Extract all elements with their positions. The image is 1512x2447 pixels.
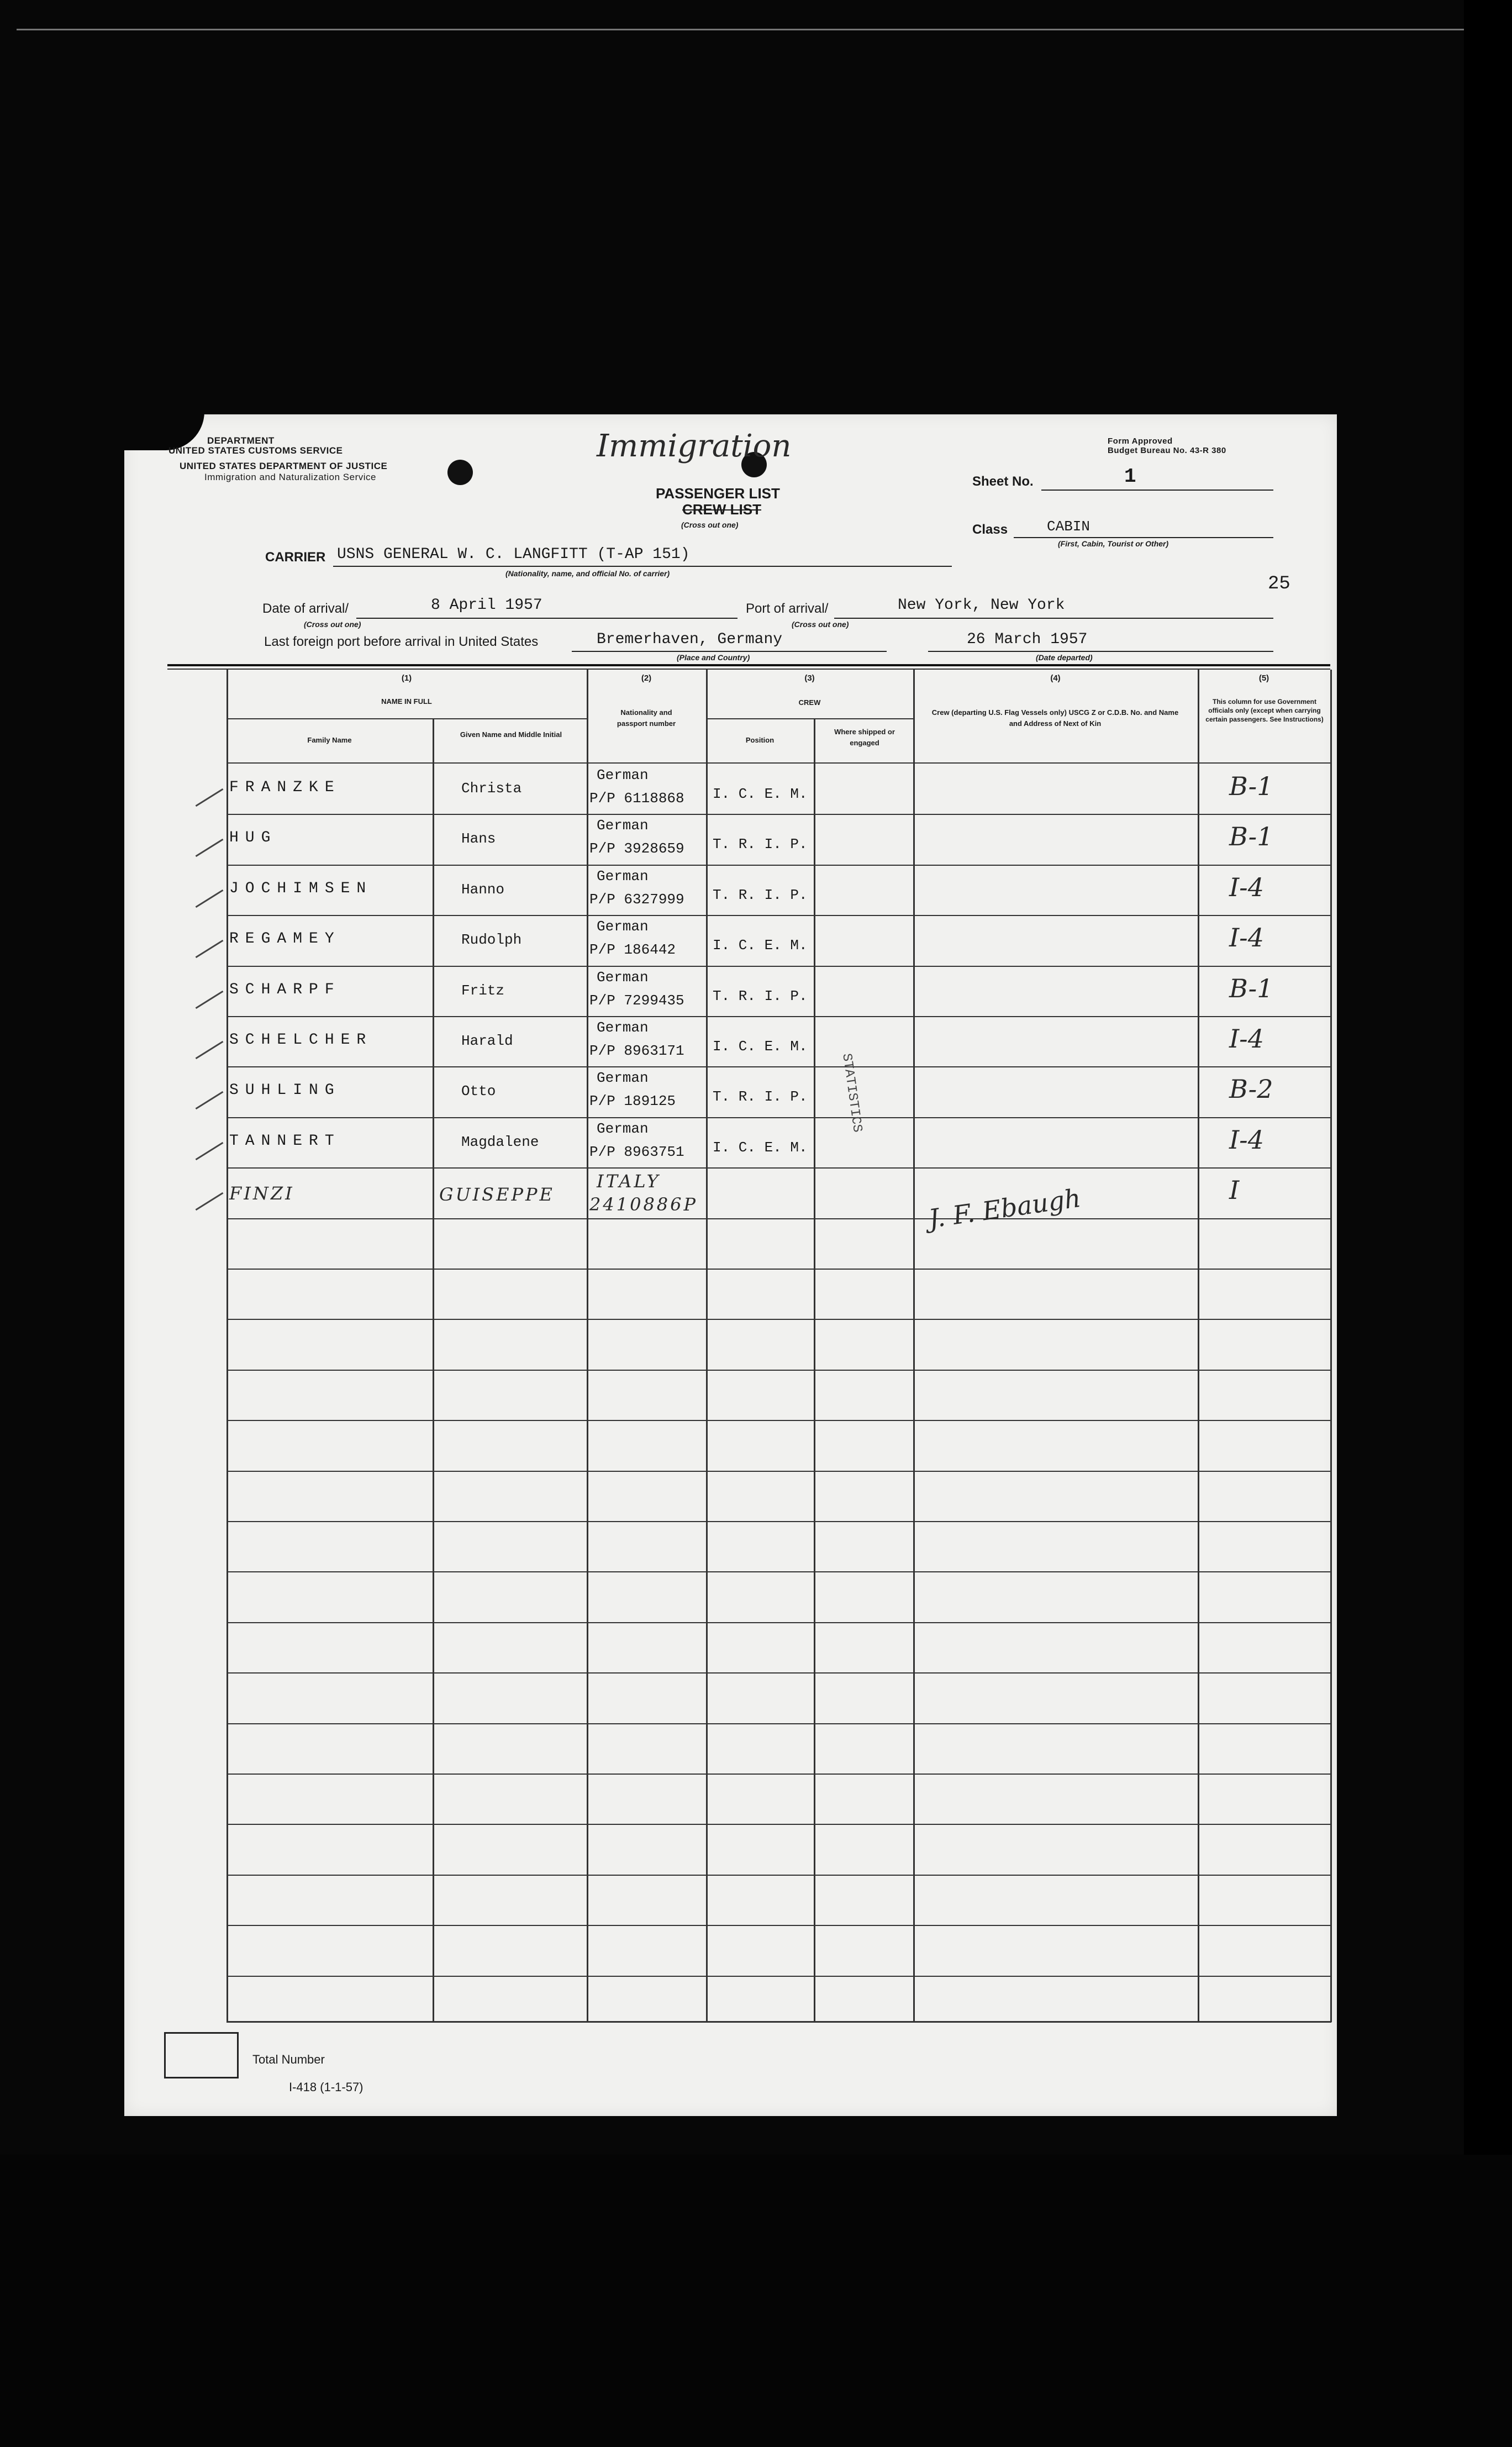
class-underline xyxy=(1014,537,1273,538)
row-line xyxy=(226,1824,1330,1825)
total-number-label: Total Number xyxy=(252,2053,325,2066)
row-line xyxy=(226,915,1330,916)
col1a-title: Family Name xyxy=(307,736,352,744)
col4-title: Crew (departing U.S. Flag Vessels only) USCG Z or C.D.B. No. and Name and Address of Next of Kin xyxy=(931,708,1179,728)
row-line xyxy=(226,1319,1330,1320)
place-country-note: (Place and Country) xyxy=(677,653,750,662)
dept-line-2: UNITED STATES CUSTOMS SERVICE xyxy=(168,445,343,456)
passport-number: 2410886P xyxy=(589,1194,698,1215)
nationality: German xyxy=(597,1070,649,1086)
cross-out-note-2: (Cross out one) xyxy=(304,620,361,629)
row-line xyxy=(226,1672,1330,1674)
header-sub-line xyxy=(226,718,587,719)
family-name: TANNERT xyxy=(229,1133,341,1150)
col1b-title: Given Name and Middle Initial xyxy=(460,730,562,739)
crew-position: T. R. I. P. xyxy=(713,1088,808,1105)
dept-line-4: Immigration and Naturalization Service xyxy=(204,472,376,482)
nationality: German xyxy=(597,817,649,834)
col3-title: CREW xyxy=(798,698,821,707)
passport-number: P/P 7299435 xyxy=(589,992,684,1009)
col3b-title: Where shipped or engaged xyxy=(834,728,895,747)
row-line xyxy=(226,1925,1330,1926)
film-edge-line xyxy=(17,29,1486,30)
sheet-value: 1 xyxy=(1124,465,1136,488)
col1-title: NAME IN FULL xyxy=(381,697,432,706)
nationality: German xyxy=(597,918,649,935)
check-mark-icon xyxy=(196,1142,224,1160)
passport-number: P/P 6327999 xyxy=(589,891,684,908)
class-label: Class xyxy=(972,522,1008,537)
row-line xyxy=(226,1167,1330,1169)
form-approved: Form Approved xyxy=(1108,436,1173,446)
row-line xyxy=(226,1622,1330,1623)
passport-number: P/P 3928659 xyxy=(589,840,684,857)
check-mark-icon xyxy=(196,1041,224,1059)
col-line xyxy=(587,670,588,2022)
nationality: ITALY xyxy=(597,1171,661,1192)
check-mark-icon xyxy=(196,788,224,807)
row-line xyxy=(226,1269,1330,1270)
col-line xyxy=(913,670,915,2022)
row-line xyxy=(226,1420,1330,1421)
nationality: German xyxy=(597,1120,649,1137)
row-line xyxy=(226,1571,1330,1572)
crew-position: I. C. E. M. xyxy=(713,786,808,802)
row-line xyxy=(226,1218,1330,1219)
page-number: 25 xyxy=(1268,573,1290,594)
row-line xyxy=(226,814,1330,815)
col1-number: (1) xyxy=(401,673,412,683)
torn-corner xyxy=(122,412,204,450)
given-name: Rudolph xyxy=(461,932,522,948)
row-line xyxy=(226,1976,1330,1977)
last-port-label: Last foreign port before arrival in United States xyxy=(264,634,539,649)
list-title-passenger: PASSENGER LIST xyxy=(656,485,780,502)
class-value: CABIN xyxy=(1047,518,1090,535)
official-code: B-1 xyxy=(1229,973,1273,1003)
sheet-underline xyxy=(1041,490,1273,491)
given-name: Hans xyxy=(461,830,496,847)
official-code: I-4 xyxy=(1229,1125,1264,1155)
col3-number: (3) xyxy=(804,673,815,683)
nationality: German xyxy=(597,969,649,986)
passport-number: P/P 189125 xyxy=(589,1093,676,1109)
punch-hole xyxy=(447,460,473,485)
row-line xyxy=(226,1117,1330,1118)
family-name: SCHARPF xyxy=(229,981,341,998)
given-name: Otto xyxy=(461,1083,496,1099)
passenger-list-form xyxy=(124,414,1337,2116)
crew-position: T. R. I. P. xyxy=(713,988,808,1004)
nationality: German xyxy=(597,1019,649,1036)
official-code: B-1 xyxy=(1229,822,1273,851)
carrier-note: (Nationality, name, and official No. of carrier) xyxy=(505,569,670,578)
col4-number: (4) xyxy=(1050,673,1061,683)
last-port-value: Bremerhaven, Germany xyxy=(597,631,783,648)
carrier-underline xyxy=(333,566,952,567)
col2-title: Nationality and passport number xyxy=(617,708,676,728)
row-line xyxy=(226,1016,1330,1017)
given-name: Harald xyxy=(461,1033,513,1049)
col-line xyxy=(706,670,708,2022)
passport-number: P/P 6118868 xyxy=(589,790,684,807)
port-arrival-underline xyxy=(834,618,1273,619)
given-name: Fritz xyxy=(461,982,505,999)
col5-title: This column for use Government officials only (except when carrying certain passengers. See Instructions) xyxy=(1205,698,1324,723)
col5-number: (5) xyxy=(1258,673,1269,683)
table-top-rule-2 xyxy=(167,669,1330,670)
row-line xyxy=(226,1723,1330,1724)
given-name: Christa xyxy=(461,780,522,797)
dept-line-1: DEPARTMENT xyxy=(207,435,275,446)
crew-position: I. C. E. M. xyxy=(713,1139,808,1156)
row-line xyxy=(226,1521,1330,1522)
budget-bureau: Budget Bureau No. 43-R 380 xyxy=(1108,446,1226,455)
row-line xyxy=(226,1471,1330,1472)
date-departed-underline xyxy=(928,651,1273,652)
row-line xyxy=(226,865,1330,866)
check-mark-icon xyxy=(196,991,224,1009)
cross-out-note-3: (Cross out one) xyxy=(792,620,849,629)
header-sub-line xyxy=(706,718,913,719)
row-line xyxy=(226,1774,1330,1775)
row-line xyxy=(226,1370,1330,1371)
official-code: I-4 xyxy=(1229,923,1264,953)
row-line xyxy=(226,1066,1330,1067)
crew-position: I. C. E. M. xyxy=(713,937,808,954)
date-arrival-underline xyxy=(356,618,737,619)
date-arrival-value: 8 April 1957 xyxy=(431,597,542,614)
date-departed-note: (Date departed) xyxy=(1036,653,1093,662)
list-title-crew: CREW LIST xyxy=(682,501,761,518)
film-border-bottom xyxy=(0,2155,1512,2447)
col2-number: (2) xyxy=(641,673,652,683)
official-code: I xyxy=(1229,1175,1240,1205)
dept-line-3: UNITED STATES DEPARTMENT OF JUSTICE xyxy=(180,461,388,471)
family-name: REGAMEY xyxy=(229,930,341,948)
date-departed-value: 26 March 1957 xyxy=(967,631,1088,648)
port-arrival-label: Port of arrival/ xyxy=(746,601,829,616)
total-number-box xyxy=(164,2032,239,2078)
check-mark-icon xyxy=(196,1192,224,1211)
given-name: GUISEPPE xyxy=(439,1184,555,1205)
port-arrival-value: New York, New York xyxy=(898,597,1065,614)
row-line xyxy=(226,966,1330,967)
film-border xyxy=(1464,0,1512,2447)
form-number: I-418 (1-1-57) xyxy=(289,2080,363,2094)
crew-position: T. R. I. P. xyxy=(713,887,808,903)
family-name: SUHLING xyxy=(229,1082,341,1099)
table-bottom-line xyxy=(226,2021,1331,2023)
sheet-label: Sheet No. xyxy=(972,474,1034,489)
check-mark-icon xyxy=(196,890,224,908)
row-line xyxy=(226,1875,1330,1876)
family-name: SCHELCHER xyxy=(229,1032,373,1049)
official-code: B-2 xyxy=(1229,1074,1273,1104)
date-arrival-label: Date of arrival/ xyxy=(262,601,349,616)
check-mark-icon xyxy=(196,940,224,958)
table-top-rule xyxy=(167,664,1330,666)
header-bottom-line xyxy=(226,762,1330,764)
given-name: Magdalene xyxy=(461,1134,539,1150)
official-code: I-4 xyxy=(1229,1024,1264,1054)
class-note: (First, Cabin, Tourist or Other) xyxy=(1058,539,1169,548)
check-mark-icon xyxy=(196,839,224,857)
statistics-stamp: STATISTICS xyxy=(839,1053,865,1134)
nationality: German xyxy=(597,868,649,885)
handwritten-note: Immigration xyxy=(597,428,792,464)
check-mark-icon xyxy=(196,1091,224,1109)
official-code: B-1 xyxy=(1229,771,1273,801)
carrier-value: USNS GENERAL W. C. LANGFITT (T-AP 151) xyxy=(337,546,690,563)
col-line xyxy=(226,670,228,2022)
col-line xyxy=(1330,670,1332,2022)
col3a-title: Position xyxy=(745,736,775,744)
family-name: HUG xyxy=(229,829,277,846)
passport-number: P/P 186442 xyxy=(589,941,676,958)
signature: J. F. Ebaugh xyxy=(926,1182,1083,1234)
cross-out-note: (Cross out one) xyxy=(681,520,739,529)
official-code: I-4 xyxy=(1229,872,1264,902)
family-name: FRANZKE xyxy=(229,779,341,796)
col-line xyxy=(1198,670,1199,2022)
given-name: Hanno xyxy=(461,881,505,898)
crew-position: I. C. E. M. xyxy=(713,1038,808,1055)
family-name: JOCHIMSEN xyxy=(229,880,373,897)
family-name: FINZI xyxy=(229,1183,294,1204)
last-port-underline xyxy=(572,651,887,652)
carrier-label: CARRIER xyxy=(265,550,326,565)
passport-number: P/P 8963751 xyxy=(589,1144,684,1160)
passport-number: P/P 8963171 xyxy=(589,1043,684,1059)
nationality: German xyxy=(597,767,649,783)
crew-position: T. R. I. P. xyxy=(713,836,808,852)
